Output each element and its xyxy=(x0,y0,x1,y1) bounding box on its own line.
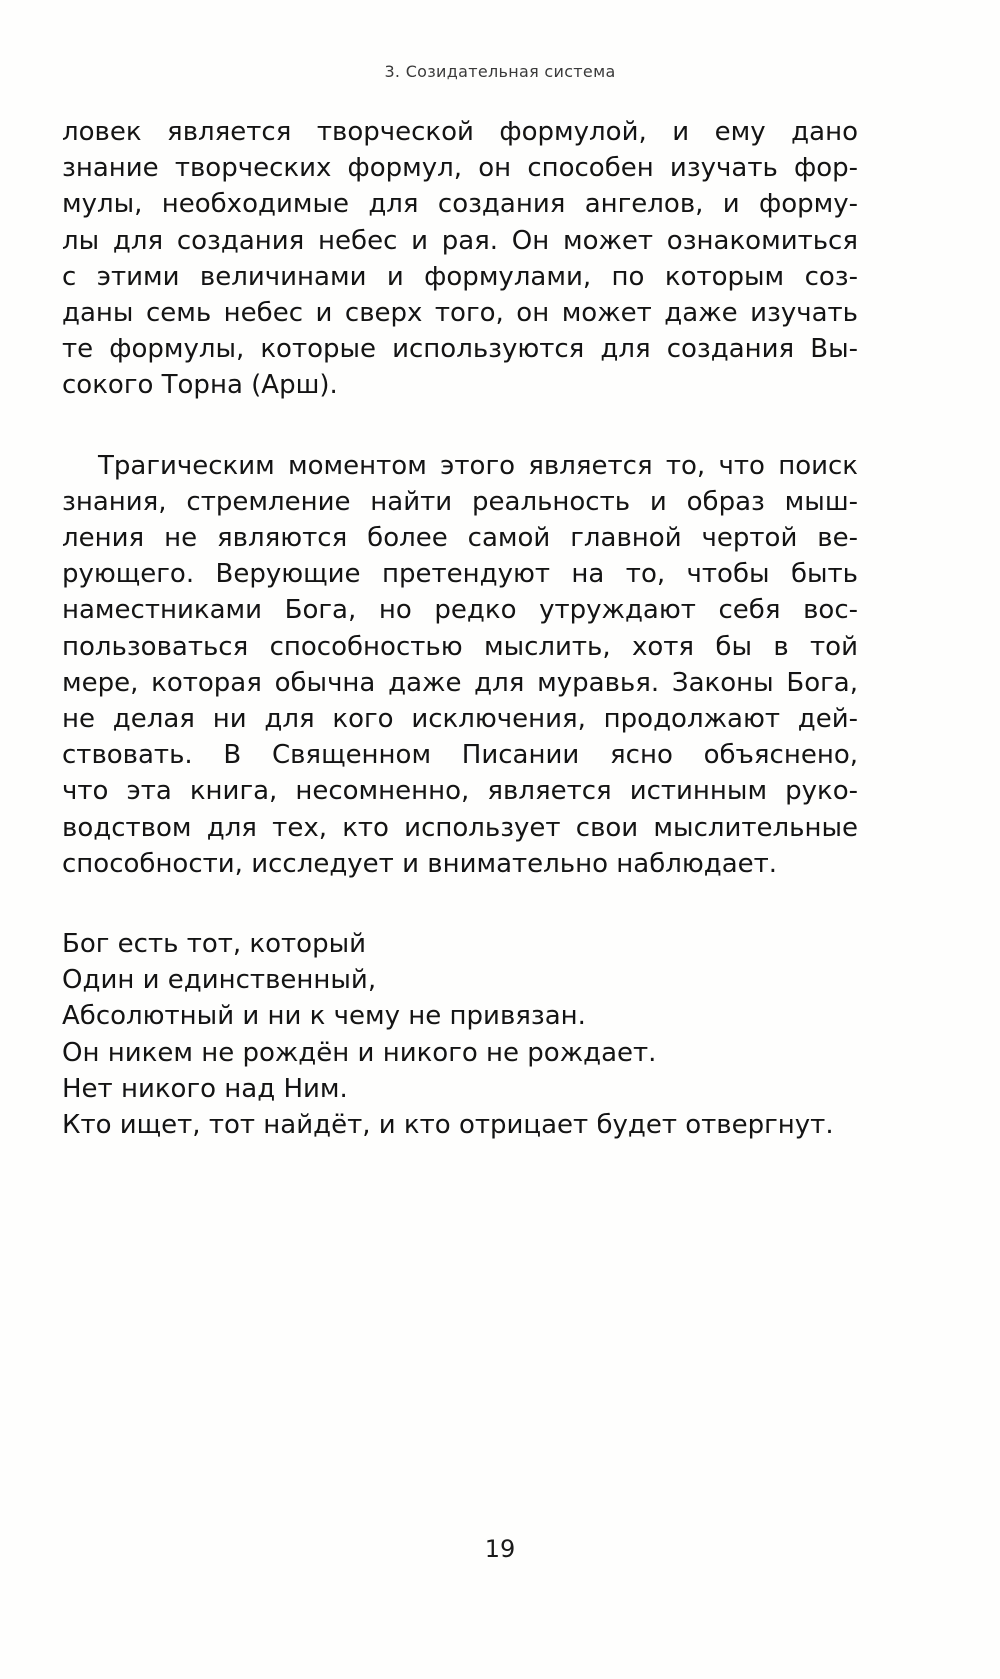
text-line: мере, которая обычна даже для муравья. Законы Бога, xyxy=(62,667,858,698)
text-line: с этими величинами и формулами, по которым соз- xyxy=(62,261,858,292)
verse-line: Абсолютный и ни к чему не привязан. xyxy=(62,1001,586,1032)
body-text xyxy=(62,114,858,1143)
text-line: лы для создания небес и рая. Он может ознакомиться xyxy=(62,225,858,256)
text-line: те формулы, которые используются для создания Вы- xyxy=(62,334,858,365)
verse-line: Он никем не рождён и никого не рождает. xyxy=(62,1037,657,1068)
verse-line: Бог есть тот, который xyxy=(62,929,367,960)
text-line: рующего. Верующие претендуют на то, чтобы быть xyxy=(62,559,858,590)
text-line: пользоваться способностью мыслить, хотя бы в той xyxy=(62,631,858,662)
verse-line: Один и единственный, xyxy=(62,965,377,996)
text-line: что эта книга, несомненно, является истинным руко- xyxy=(62,776,858,807)
text-line: ловек является творческой формулой, и ему дано xyxy=(62,117,858,147)
text-line: сокого Торна (Арш). xyxy=(62,370,338,401)
text-line: не делая ни для кого исключения, продолжают дей- xyxy=(62,704,858,735)
running-header: 3. Созидательная система xyxy=(384,62,616,81)
text-line: ствовать. В Священном Писании ясно объяснено, xyxy=(62,740,858,771)
paragraph-1 xyxy=(62,114,858,404)
verse-line: Нет никого над Ним. xyxy=(62,1073,348,1104)
text-line: ления не являются более самой главной чертой ве- xyxy=(62,523,858,554)
paragraph-2 xyxy=(62,448,858,882)
page-number: 19 xyxy=(484,1535,516,1563)
text-line: водством для тех, кто использует свои мыслительные xyxy=(62,812,858,843)
text-line: даны семь небес и сверх того, он может даже изучать xyxy=(62,298,858,329)
text-line: наместниками Бога, но редко утруждают себя вос- xyxy=(62,595,858,626)
text-line: способности, исследует и внимательно наблюдает. xyxy=(62,848,778,879)
text-line: знания, стремление найти реальность и образ мыш- xyxy=(62,486,858,517)
text-line: Трагическим моментом этого является то, что поиск xyxy=(98,450,858,481)
text-line: мулы, необходимые для создания ангелов, и форму- xyxy=(62,189,858,220)
verse-block xyxy=(62,926,858,1143)
verse-line: Кто ищет, тот найдёт, и кто отрицает будет отвергнут. xyxy=(62,1110,834,1141)
text-line: знание творческих формул, он способен изучать фор- xyxy=(62,153,858,184)
